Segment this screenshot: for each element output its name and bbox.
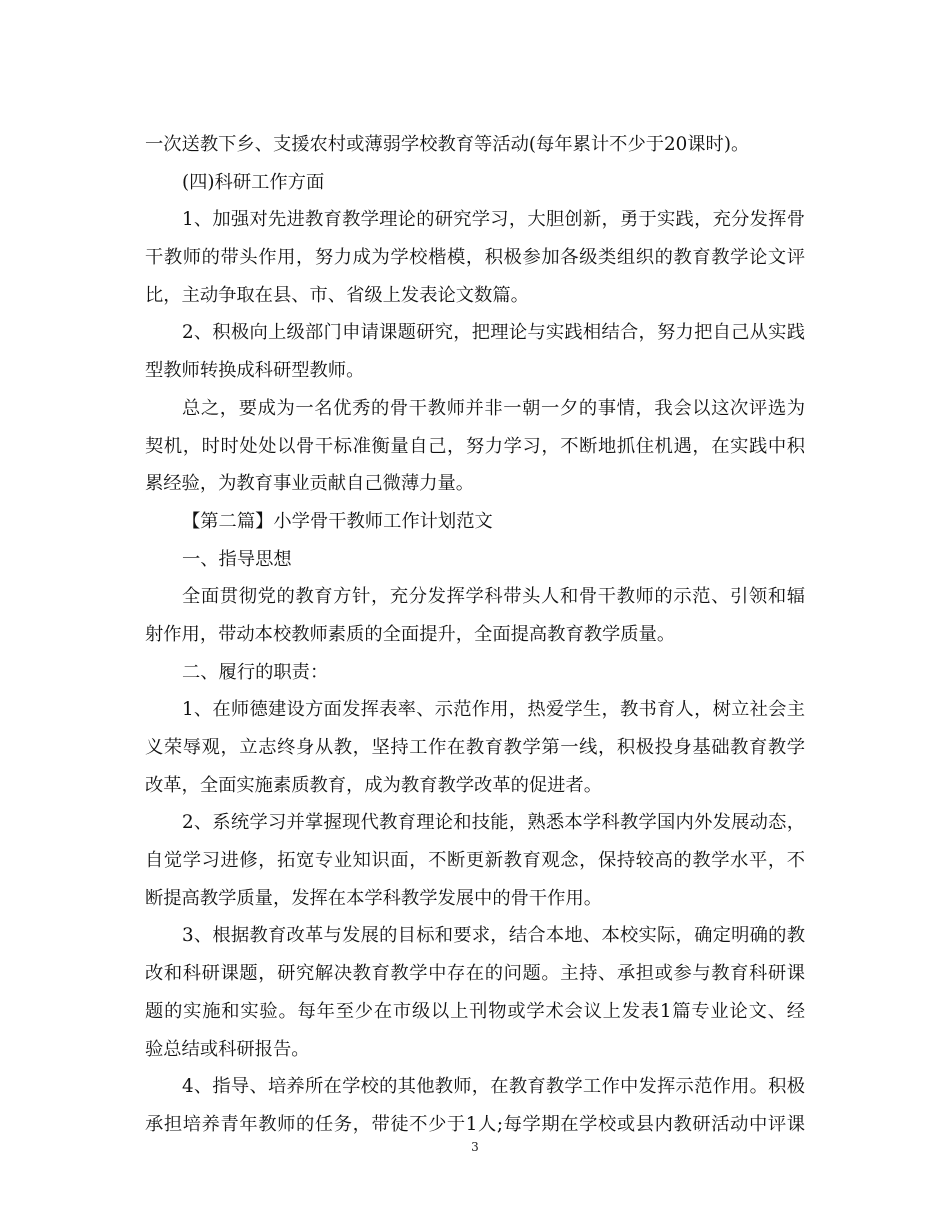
text-line: 自觉学习进修，拓宽专业知识面，不断更新教育观念，保持较高的教学水平，不 xyxy=(145,850,805,872)
text-line: 2、系统学习并掌握现代教育理论和技能，熟悉本学科教学国内外发展动态， xyxy=(182,812,805,834)
text-line: 契机，时时处处以骨干标准衡量自己，努力学习，不断地抓住机遇，在实践中积 xyxy=(145,435,805,457)
text-line: 1、加强对先进教育教学理论的研究学习，大胆创新，勇于实践，充分发挥骨 xyxy=(182,209,805,231)
text-line: 总之，要成为一名优秀的骨干教师并非一朝一夕的事情，我会以这次评选为 xyxy=(182,397,805,419)
text-line: 题的实施和实验。每年至少在市级以上刊物或学术会议上发表1篇专业论文、经 xyxy=(145,1000,805,1022)
text-line: 验总结或科研报告。 xyxy=(145,1038,310,1060)
text-line: 2、积极向上级部门申请课题研究，把理论与实践相结合，努力把自己从实践 xyxy=(182,322,805,344)
text-line: 射作用，带动本校教师素质的全面提升，全面提高教育教学质量。 xyxy=(145,623,676,645)
text-line: 改和科研课题，研究解决教育教学中存在的问题。主持、承担或参与教育科研课 xyxy=(145,963,805,985)
text-line: 4、指导、培养所在学校的其他教师，在教育教学工作中发挥示范作用。积极 xyxy=(182,1076,805,1098)
text-line: (四)科研工作方面 xyxy=(182,171,325,193)
text-line: 【第二篇】小学骨干教师工作计划范文 xyxy=(182,510,493,532)
text-line: 比，主动争取在县、市、省级上发表论文数篇。 xyxy=(145,284,529,306)
text-line: 一、指导思想 xyxy=(182,548,292,570)
text-line: 断提高教学质量，发挥在本学科教学发展中的骨干作用。 xyxy=(145,887,603,909)
text-line: 3、根据教育改革与发展的目标和要求，结合本地、本校实际，确定明确的教 xyxy=(182,925,805,947)
text-line: 承担培养青年教师的任务，带徒不少于1人;每学期在学校或县内教研活动中评课 xyxy=(145,1113,805,1135)
document-body xyxy=(145,126,805,1144)
text-line: 义荣辱观，立志终身从教，坚持工作在教育教学第一线，积极投身基础教育教学 xyxy=(145,737,805,758)
text-line: 累经验，为教育事业贡献自己微薄力量。 xyxy=(145,473,475,495)
text-line: 1、在师德建设方面发挥表率、示范作用，热爱学生，教书育人，树立社会主 xyxy=(182,699,805,721)
text-line: 改革，全面实施素质教育，成为教育教学改革的促进者。 xyxy=(145,774,603,796)
text-line: 干教师的带头作用，努力成为学校楷模，积极参加各级类组织的教育教学论文评 xyxy=(145,247,805,269)
text-line: 型教师转换成科研型教师。 xyxy=(145,360,365,382)
page-number: 3 xyxy=(471,1140,479,1154)
text-line: 一次送教下乡、支援农村或薄弱学校教育等活动(每年累计不少于20课时)。 xyxy=(145,134,750,155)
text-line: 二、履行的职责： xyxy=(182,661,329,683)
text-line: 全面贯彻党的教育方针，充分发挥学科带头人和骨干教师的示范、引领和辐 xyxy=(182,586,805,608)
